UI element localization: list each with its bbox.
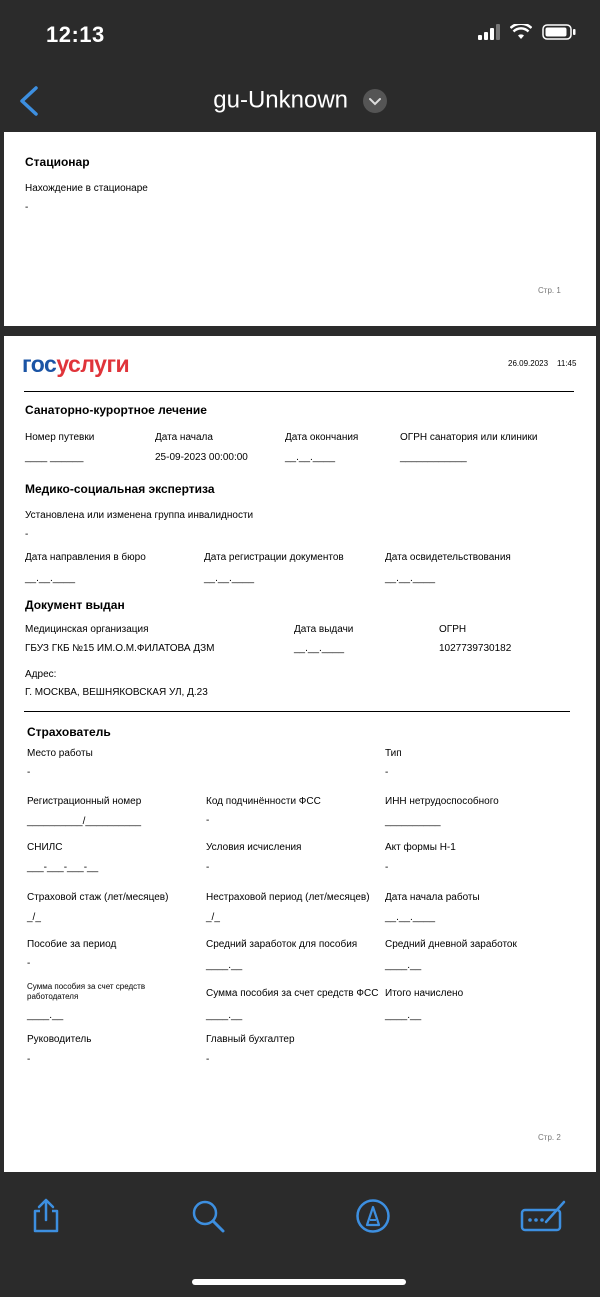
act-n1-value: - [385, 862, 389, 873]
print-date: 26.09.2023 [508, 359, 549, 368]
share-icon[interactable] [28, 1198, 64, 1234]
section-title-spa: Санаторно-курортное лечение [25, 403, 207, 417]
noninsured-period-label: Нестраховой период (лет/месяцев) [206, 892, 370, 903]
page-number: Стр. 2 [538, 1133, 561, 1142]
employer-sum-label: Сумма пособия за счет средств работодателя [27, 982, 146, 1001]
snils-label: СНИЛС [27, 842, 63, 853]
calc-conditions-value: - [206, 862, 210, 873]
nav-bar [0, 70, 600, 132]
avg-earnings-label: Средний заработок для пособия [206, 939, 358, 950]
search-icon[interactable] [190, 1198, 226, 1234]
examination-date-label: Дата освидетельствования [385, 552, 511, 563]
medical-org-value: ГБУЗ ГКБ №15 ИМ.О.М.ФИЛАТОВА ДЗМ [25, 643, 215, 654]
fill-and-sign-icon[interactable] [520, 1198, 568, 1234]
title-menu-chevron-icon[interactable] [363, 89, 387, 113]
disability-group-label: Установлена или изменена группа инвалидности [25, 510, 254, 521]
avg-earnings-value: ____.__ [206, 960, 243, 971]
type-value: - [385, 767, 389, 778]
accountant-value: - [206, 1054, 210, 1065]
fss-code-value: - [206, 815, 210, 826]
medical-org-label: Медицинская организация [25, 624, 149, 635]
status-time: 12:13 [46, 22, 105, 47]
org-ogrn-value: 1027739730182 [439, 643, 512, 654]
job-start-value: __.__.____ [385, 912, 436, 923]
act-n1-label: Акт формы Н-1 [385, 842, 456, 853]
insured-period-value: _/_ [27, 912, 41, 923]
job-start-label: Дата начала работы [385, 892, 480, 903]
end-date-value: __.__.____ [285, 452, 336, 463]
regnum-value: __________/__________ [27, 816, 142, 827]
referral-date-label: Дата направления в бюро [25, 552, 146, 563]
cellular-signal-icon [478, 24, 500, 40]
section-title-mse: Медико-социальная экспертиза [25, 482, 215, 496]
section-title-issued: Документ выдан [25, 598, 125, 612]
markup-pen-icon[interactable] [355, 1198, 391, 1234]
hospital-stay-label: Нахождение в стационаре [25, 183, 148, 194]
print-time: 11:45 [557, 359, 577, 368]
hospital-stay-value: - [25, 202, 29, 213]
noninsured-period-value: _/_ [206, 912, 220, 923]
section-title-insurer: Страхователь [27, 725, 111, 739]
wifi-icon [510, 24, 532, 40]
registration-date-value: __.__.____ [204, 573, 255, 584]
regnum-label: Регистрационный номер [27, 796, 142, 807]
status-bar [0, 0, 600, 70]
spa-ogrn-label: ОГРН санатория или клиники [400, 432, 538, 443]
section-title-hospital: Стационар [25, 155, 90, 169]
divider [24, 711, 570, 712]
benefit-period-value: - [27, 958, 31, 969]
employer-sum-value: ____.__ [27, 1010, 64, 1021]
page-number: Стр. 1 [538, 286, 561, 295]
referral-date-value: __.__.____ [25, 573, 76, 584]
head-label: Руководитель [27, 1034, 92, 1045]
insured-period-label: Страховой стаж (лет/месяцев) [27, 892, 169, 903]
org-ogrn-label: ОГРН [439, 624, 467, 635]
voucher-label: Номер путевки [25, 432, 95, 443]
daily-earnings-value: ____.__ [385, 960, 422, 971]
accountant-label: Главный бухгалтер [206, 1034, 295, 1045]
start-date-value: 25-09-2023 00:00:00 [155, 452, 248, 463]
document-title[interactable] [0, 86, 600, 115]
fss-sum-value: ____.__ [206, 1010, 243, 1021]
voucher-value: ____ ______ [25, 452, 84, 463]
calc-conditions-label: Условия исчисления [206, 842, 302, 853]
fss-sum-label: Сумма пособия за счет средств ФСС [206, 988, 379, 999]
workplace-label: Место работы [27, 748, 93, 759]
fss-code-label: Код подчинённости ФСС [206, 796, 321, 807]
spa-ogrn-value: ____________ [400, 452, 467, 463]
document-page-2 [4, 336, 596, 1172]
workplace-value: - [27, 767, 31, 778]
head-value: - [27, 1054, 31, 1065]
divider [24, 391, 574, 392]
issue-date-value: __.__.____ [294, 643, 345, 654]
issue-date-label: Дата выдачи [294, 624, 354, 635]
examination-date-value: __.__.____ [385, 573, 436, 584]
benefit-period-label: Пособие за период [27, 939, 117, 950]
battery-icon [542, 24, 576, 40]
gosuslugi-logo: госуслуги [22, 351, 130, 377]
registration-date-label: Дата регистрации документов [204, 552, 344, 563]
inn-label: ИНН нетрудоспособного [385, 796, 499, 807]
status-icons [478, 24, 576, 40]
document-page-1 [4, 132, 596, 326]
address-value: Г. МОСКВА, ВЕШНЯКОВСКАЯ УЛ, Д.23 [25, 687, 208, 698]
end-date-label: Дата окончания [285, 432, 359, 443]
daily-earnings-label: Средний дневной заработок [385, 939, 517, 950]
total-label: Итого начислено [385, 988, 464, 999]
disability-group-value: - [25, 529, 29, 540]
total-value: ____.__ [385, 1010, 422, 1021]
snils-value: ___-___-___-__ [27, 862, 99, 873]
home-indicator[interactable] [192, 1279, 406, 1285]
document-title-text: gu-Unknown [213, 86, 349, 114]
inn-value: __________ [385, 816, 441, 827]
address-label: Адрес: [25, 669, 57, 680]
start-date-label: Дата начала [155, 432, 213, 443]
type-label: Тип [385, 748, 402, 759]
